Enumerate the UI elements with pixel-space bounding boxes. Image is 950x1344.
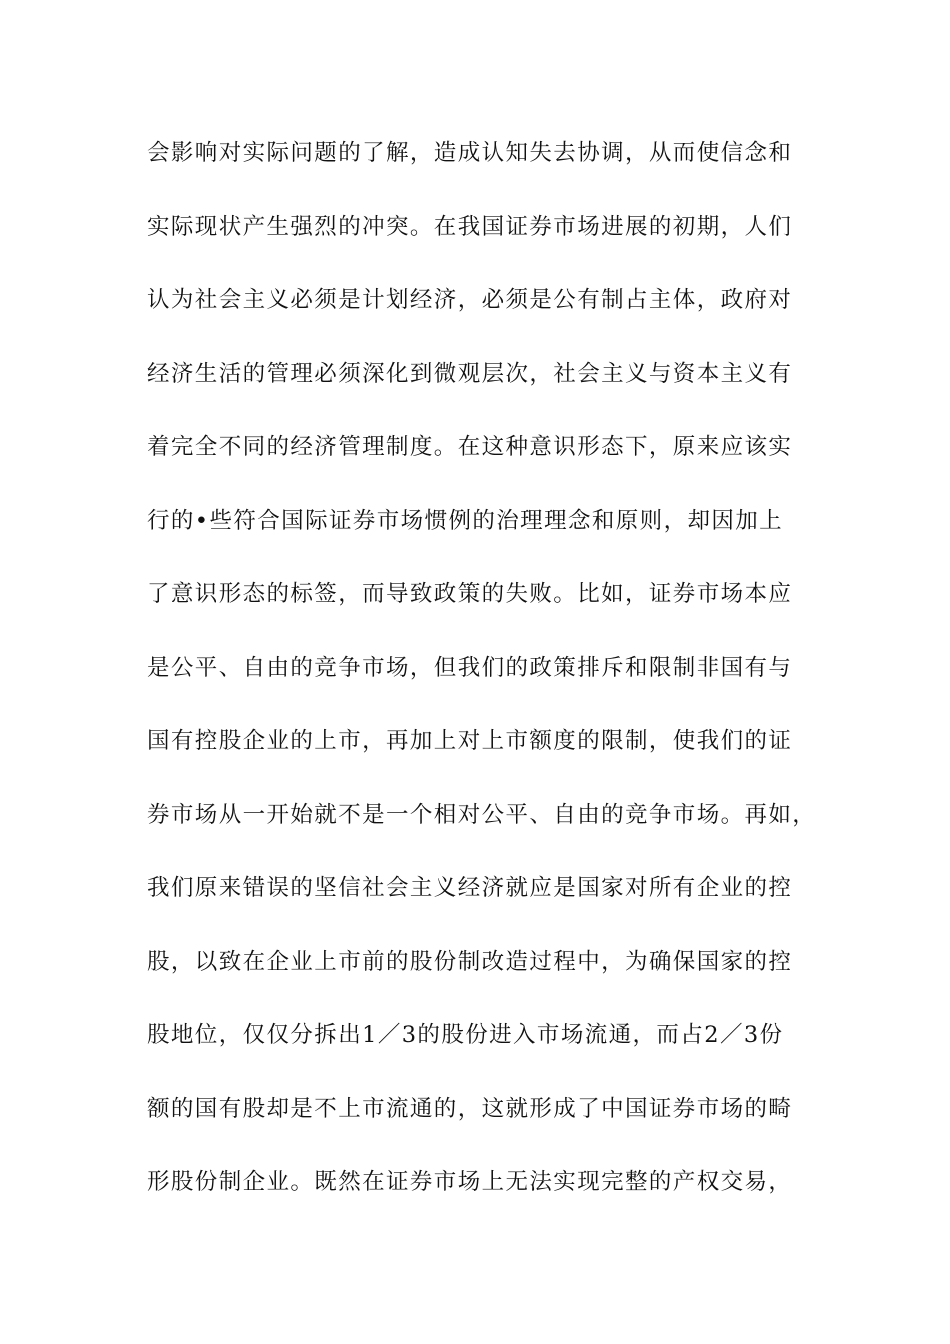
text-line: 我们原来错误的坚信社会主义经济就应是国家对所有企业的控: [147, 875, 793, 901]
text-line: 会影响对实际问题的了解，造成认知失去协调，从而使信念和: [147, 140, 793, 166]
text-line: 经济生活的管理必须深化到微观层次，社会主义与资本主义有: [147, 360, 793, 387]
text-line: 股，以致在企业上市前的股份制改造过程中，为确保国家的控: [147, 948, 793, 975]
text-line: 实际现状产生强烈的冲突。在我国证券市场进展的初期，人们: [147, 213, 793, 240]
text-line: 额的国有股却是不上市流通的，这就形成了中国证券市场的畸: [147, 1095, 793, 1122]
text-line: 券市场从一开始就不是一个相对公平、自由的竞争市场。再如，: [147, 801, 817, 828]
text-line: 了意识形态的标签，而导致政策的失败。比如，证券市场本应: [147, 581, 793, 607]
body-text: [147, 130, 837, 1233]
text-line: 认为社会主义必须是计划经济，必须是公有制占主体，政府对: [147, 287, 793, 313]
text-line: 着完全不同的经济管理制度。在这种意识形态下，原来应该实: [147, 434, 793, 460]
text-line: 是公平、自由的竞争市场，但我们的政策排斥和限制非国有与: [147, 654, 793, 681]
text-line: 股地位，仅仅分拆出1／3的股份进入市场流通，而占2／3份: [147, 1022, 784, 1048]
text-line: 行的•些符合国际证券市场惯例的治理理念和原则，却因加上: [147, 507, 784, 534]
text-line: 国有控股企业的上市，再加上对上市额度的限制，使我们的证: [147, 728, 793, 754]
text-line: 形股份制企业。既然在证券市场上无法实现完整的产权交易，: [147, 1169, 793, 1195]
